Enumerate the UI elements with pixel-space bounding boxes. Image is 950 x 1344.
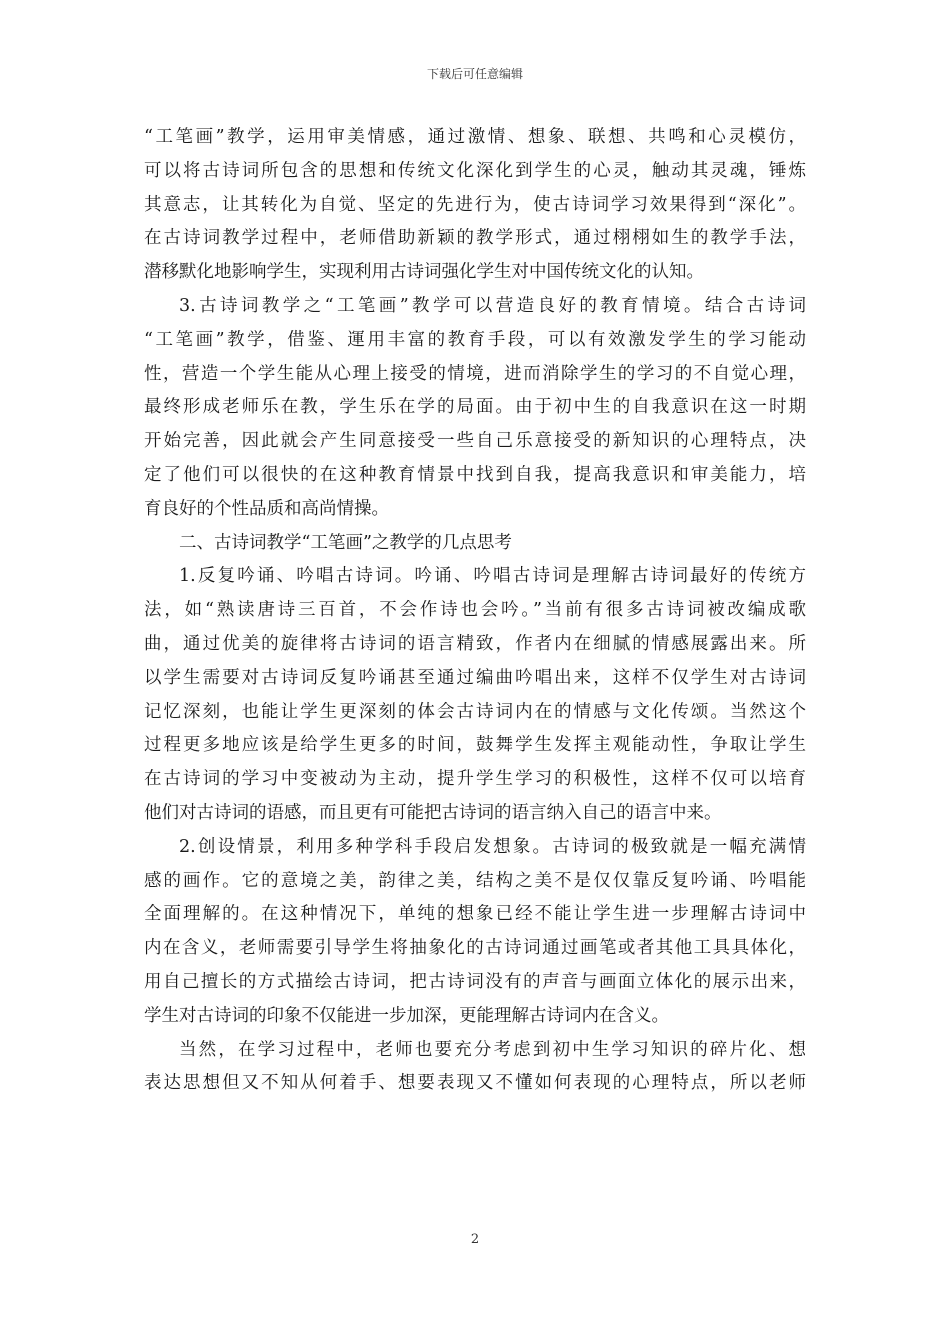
text-line: 定了他们可以很快的在这种教育情景中找到自我，提高我意识和审美能力，培 <box>144 464 806 485</box>
text-line: 法，如“熟读唐诗三百首，不会作诗也会吟。”当前有很多古诗词被改编成歌 <box>144 600 806 621</box>
text-line: 3.古诗词教学之“工笔画”教学可以营造良好的教育情境。结合古诗词 <box>179 295 806 316</box>
text-line: 学生对古诗词的印象不仅能进一步加深，更能理解古诗词内在含义。 <box>144 1005 669 1026</box>
text-line: 在古诗词教学过程中，老师借助新颖的教学形式，通过栩栩如生的教学手法， <box>144 228 806 249</box>
text-line: 表达思想但又不知从何着手、想要表现又不懂如何表现的心理特点，所以老师 <box>144 1073 806 1094</box>
text-line: 内在含义，老师需要引导学生将抽象化的古诗词通过画笔或者其他工具具体化， <box>144 938 806 959</box>
text-line: 当然，在学习过程中，老师也要充分考虑到初中生学习知识的碎片化、想 <box>179 1039 806 1060</box>
text-line: 性，营造一个学生能从心理上接受的情境，进而消除学生的学习的不自觉心理， <box>144 363 806 384</box>
text-line: 以学生需要对古诗词反复吟诵甚至通过编曲吟唱出来，这样不仅学生对古诗词 <box>144 667 806 688</box>
text-line: 用自己擅长的方式描绘古诗词，把古诗词没有的声音与画面立体化的展示出来， <box>144 971 806 992</box>
text-line: 其意志，让其转化为自觉、坚定的先进行为，使古诗词学习效果得到“深化”。 <box>144 194 806 215</box>
page-number: 2 <box>470 1232 480 1247</box>
text-line: “工笔画”教学，运用审美情感，通过激情、想象、联想、共鸣和心灵模仿， <box>144 127 806 147</box>
text-line: 最终形成老师乐在教，学生乐在学的局面。由于初中生的自我意识在这一时期 <box>144 397 806 418</box>
text-line: 1.反复吟诵、吟唱古诗词。吟诵、吟唱古诗词是理解古诗词最好的传统方 <box>179 566 806 587</box>
text-line: 全面理解的。在这种情况下，单纯的想象已经不能让学生进一步理解古诗词中 <box>144 904 806 925</box>
text-line: “工笔画”教学，借鉴、運用丰富的教育手段，可以有效激发学生的学习能动 <box>144 329 806 350</box>
text-line: 他们对古诗词的语感，而且更有可能把古诗词的语言纳入自己的语言中来。 <box>144 802 722 823</box>
text-line: 在古诗词的学习中变被动为主动，提升学生学习的积极性，这样不仅可以培育 <box>144 769 806 790</box>
text-line: 潜移默化地影响学生，实现利用古诗词强化学生对中国传统文化的认知。 <box>144 262 704 283</box>
text-line: 曲，通过优美的旋律将古诗词的语言精致，作者内在细腻的情感展露出来。所 <box>144 633 806 654</box>
text-line: 开始完善，因此就会产生同意接受一些自己乐意接受的新知识的心理特点，决 <box>144 431 806 452</box>
text-line: 2.创设情景，利用多种学科手段启发想象。古诗词的极致就是一幅充满情 <box>179 836 806 857</box>
document-body <box>144 121 806 1101</box>
text-line: 可以将古诗词所包含的思想和传统文化深化到学生的心灵，触动其灵魂，锤炼 <box>144 160 806 181</box>
text-line: 感的画作。它的意境之美，韵律之美，结构之美不是仅仅靠反复吟诵、吟唱能 <box>144 870 806 891</box>
text-line: 育良好的个性品质和高尚情操。 <box>144 498 389 519</box>
text-line: 二、古诗词教学“工笔画”之教学的几点思考 <box>179 532 512 553</box>
text-line: 过程更多地应该是给学生更多的时间，鼓舞学生发挥主观能动性，争取让学生 <box>144 735 806 756</box>
page-header: 下载后可任意编辑 <box>426 67 523 81</box>
text-line: 记忆深刻，也能让学生更深刻的体会古诗词内在的情感与文化传颂。当然这个 <box>144 701 806 722</box>
